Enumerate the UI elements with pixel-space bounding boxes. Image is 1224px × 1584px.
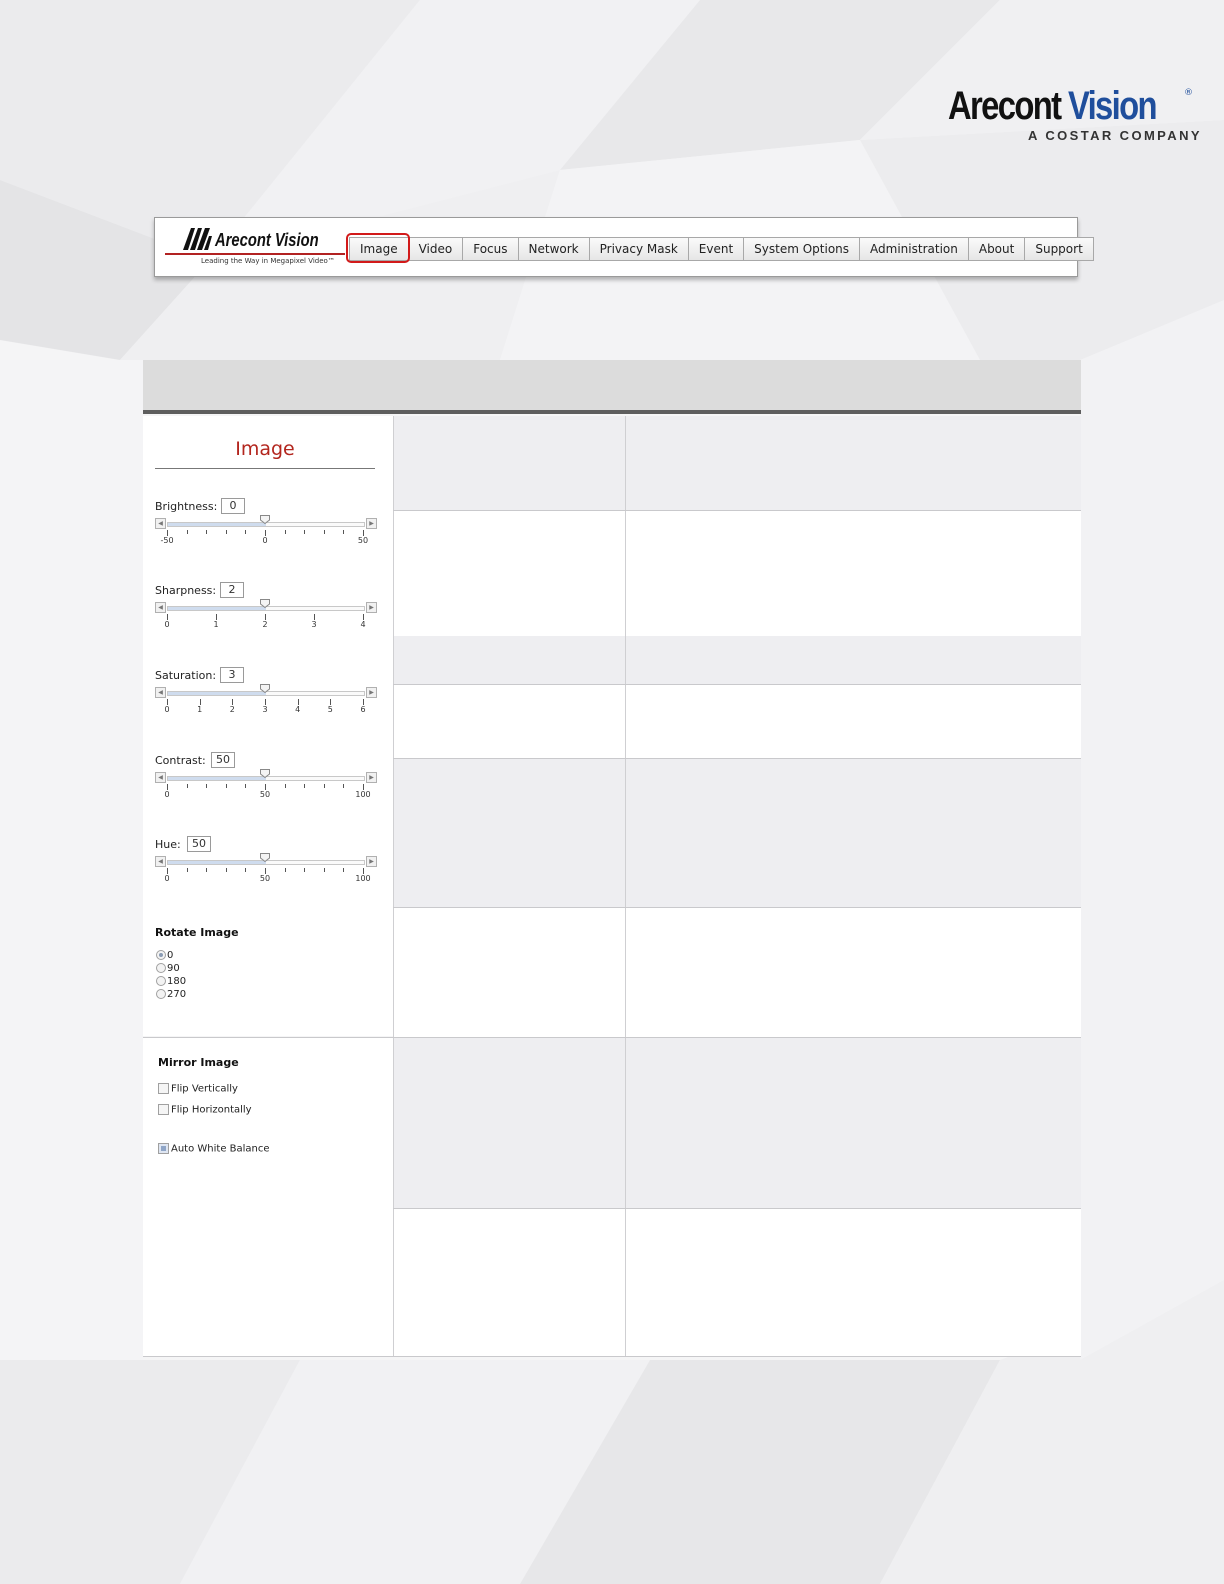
rotate-option-label: 90	[167, 963, 180, 974]
brand-subtitle: A COSTAR COMPANY	[1028, 128, 1202, 143]
slider-tick	[285, 868, 286, 872]
tab-support[interactable]: Support	[1024, 237, 1093, 261]
auto-white-balance-label: Auto White Balance	[171, 1143, 270, 1155]
table-divider	[393, 1208, 1081, 1209]
slider-decrement-icon[interactable]: ◀	[155, 856, 166, 867]
slider-thumb-icon[interactable]	[260, 515, 270, 524]
slider-decrement-icon[interactable]: ◀	[155, 772, 166, 783]
tab-focus[interactable]: Focus	[462, 237, 517, 261]
slider-tick-label: 5	[327, 705, 333, 714]
registered-mark: ®	[1184, 88, 1193, 98]
nav-tabs	[349, 237, 1094, 261]
slider-tick-label: 1	[213, 620, 219, 629]
slider-decrement-icon[interactable]: ◀	[155, 602, 166, 613]
slider-tick-label: 3	[262, 705, 268, 714]
table-row-8-col-3	[625, 1208, 1081, 1356]
table-row-3-col-3	[625, 636, 1081, 684]
slider-fill	[168, 523, 266, 526]
slider-value-input[interactable]: 50	[187, 836, 211, 852]
panel-title-rule	[155, 468, 375, 469]
slider-label: Saturation:	[155, 669, 217, 682]
table-row-5-col-3	[625, 758, 1081, 908]
slider-fill	[168, 692, 266, 695]
table-header	[143, 360, 1081, 410]
slider-fill	[168, 777, 266, 780]
slider-tick-label: 2	[262, 620, 268, 629]
slider-tick	[206, 530, 207, 534]
slider-fill	[168, 607, 266, 610]
slider-tick	[304, 868, 305, 872]
nav-logo-name: Arecont Vision	[215, 230, 319, 250]
active-tab-highlight	[346, 233, 410, 263]
slider-thumb-icon[interactable]	[260, 769, 270, 778]
slider-value-input[interactable]: 2	[220, 582, 244, 598]
table-divider	[393, 416, 394, 1356]
rotate-option-180[interactable]	[156, 976, 186, 988]
nav-logo[interactable]	[165, 224, 343, 270]
slider-tick	[324, 530, 325, 534]
slider-tick-label: 1	[197, 705, 203, 714]
table-row-8-col-2	[393, 1208, 625, 1356]
rotate-option-270[interactable]	[156, 989, 186, 1001]
flip-vertically-label: Flip Vertically	[171, 1083, 238, 1095]
slider-tick-label: 0	[164, 790, 170, 799]
slider-tick-label: -50	[160, 536, 174, 545]
table-row-6-col-3	[625, 908, 1081, 1038]
rotate-option-90[interactable]	[156, 963, 180, 975]
nav-logo-rule	[165, 253, 345, 255]
table-divider	[625, 416, 626, 1356]
slider-tick	[343, 530, 344, 534]
slider-tick-label: 50	[259, 790, 271, 799]
panel-title: Image	[235, 438, 295, 460]
flip-horizontally-checkbox-row[interactable]	[158, 1104, 252, 1116]
slider-tick-label: 4	[295, 705, 301, 714]
slider-thumb-icon[interactable]	[260, 684, 270, 693]
slider-tick-label: 50	[259, 874, 271, 883]
slider-thumb-icon[interactable]	[260, 853, 270, 862]
slider-3	[155, 754, 377, 824]
slider-value-input[interactable]: 0	[221, 498, 245, 514]
arecont-vision-logo	[948, 84, 1202, 148]
radio-button[interactable]	[156, 976, 166, 986]
slider-track[interactable]	[155, 856, 377, 867]
rotate-option-label: 0	[167, 950, 174, 961]
tab-network[interactable]: Network	[518, 237, 589, 261]
arecont-logo-mark-icon	[183, 228, 213, 250]
slider-tick-label: 0	[164, 705, 170, 714]
tab-system-options[interactable]: System Options	[743, 237, 859, 261]
table-header-rule	[143, 410, 1081, 414]
tab-about[interactable]: About	[968, 237, 1024, 261]
slider-tick	[343, 784, 344, 788]
flip-horizontally-checkbox[interactable]	[158, 1104, 169, 1115]
slider-increment-icon[interactable]: ▶	[366, 772, 377, 783]
slider-track[interactable]	[155, 772, 377, 783]
slider-tick	[187, 868, 188, 872]
slider-value-input[interactable]: 3	[220, 667, 244, 683]
table-row-1-col-3	[625, 416, 1081, 510]
slider-label: Contrast:	[155, 754, 206, 767]
table-row-4-col-3	[625, 684, 1081, 758]
slider-tick	[304, 784, 305, 788]
slider-tick	[245, 868, 246, 872]
table-row-6-col-2	[393, 908, 625, 1038]
nav-logo-tagline: Leading the Way in Megapixel Video™	[201, 257, 335, 265]
slider-tick-label: 0	[262, 536, 268, 545]
tab-image[interactable]: Image	[349, 237, 408, 261]
table-divider	[143, 1037, 1081, 1038]
slider-decrement-icon[interactable]: ◀	[155, 518, 166, 529]
tab-administration[interactable]: Administration	[859, 237, 968, 261]
table-row-7-col-2	[393, 1038, 625, 1208]
rotate-option-label: 180	[167, 976, 187, 987]
table-row-1-col-2	[393, 416, 625, 510]
mirror-image-title: Mirror Image	[158, 1056, 239, 1069]
slider-tick-label: 100	[355, 790, 371, 799]
tab-privacy-mask[interactable]: Privacy Mask	[589, 237, 688, 261]
tab-video[interactable]: Video	[408, 237, 463, 261]
slider-tick	[226, 868, 227, 872]
rotate-option-0[interactable]	[156, 950, 173, 962]
slider-tick	[304, 530, 305, 534]
slider-thumb-icon[interactable]	[260, 599, 270, 608]
rotate-option-label: 270	[167, 989, 187, 1000]
slider-tick	[245, 784, 246, 788]
slider-1	[155, 584, 377, 654]
slider-label: Sharpness:	[155, 584, 217, 597]
flip-horizontally-label: Flip Horizontally	[171, 1104, 252, 1116]
brand-name-part2: Vision	[1067, 84, 1156, 128]
slider-tick-label: 100	[355, 874, 371, 883]
table-row-5-col-2	[393, 758, 625, 908]
slider-tick-label: 2	[229, 705, 235, 714]
slider-tick	[343, 868, 344, 872]
table-row-3-col-2	[393, 636, 625, 684]
table-row-7-col-3	[625, 1038, 1081, 1208]
table-row-4-col-2	[393, 684, 625, 758]
slider-tick	[324, 868, 325, 872]
slider-tick	[245, 530, 246, 534]
slider-tick	[206, 784, 207, 788]
radio-button[interactable]	[156, 950, 166, 960]
slider-tick-label: 0	[164, 874, 170, 883]
slider-increment-icon[interactable]: ▶	[366, 856, 377, 867]
auto-white-balance-checkbox[interactable]	[158, 1143, 169, 1154]
table-divider	[393, 510, 1081, 511]
brand-name-part1: Arecont	[948, 84, 1061, 128]
table-divider	[143, 1356, 1081, 1357]
slider-tick-label: 0	[164, 620, 170, 629]
radio-button[interactable]	[156, 963, 166, 973]
slider-fill	[168, 861, 266, 864]
table-row-2-col-2	[393, 510, 625, 636]
slider-tick	[324, 784, 325, 788]
table-divider	[393, 907, 1081, 908]
slider-tick	[285, 784, 286, 788]
table-divider	[393, 758, 1081, 759]
flip-vertically-checkbox-row[interactable]	[158, 1083, 238, 1095]
camera-nav-bar	[154, 217, 1083, 277]
slider-tick	[285, 530, 286, 534]
slider-tick	[226, 530, 227, 534]
slider-increment-icon[interactable]: ▶	[366, 602, 377, 613]
slider-tick	[226, 784, 227, 788]
slider-2	[155, 669, 377, 739]
auto-white-balance-checkbox-row[interactable]	[158, 1143, 270, 1155]
slider-track[interactable]	[155, 518, 377, 529]
slider-tick-label: 6	[360, 705, 366, 714]
slider-value-input[interactable]: 50	[211, 752, 235, 768]
slider-tick	[187, 530, 188, 534]
slider-decrement-icon[interactable]: ◀	[155, 687, 166, 698]
slider-label: Brightness:	[155, 500, 218, 513]
slider-increment-icon[interactable]: ▶	[366, 518, 377, 529]
table-divider	[393, 684, 1081, 685]
slider-track[interactable]	[155, 687, 377, 698]
slider-4	[155, 838, 377, 908]
mirror-settings-panel	[143, 1038, 393, 1356]
slider-increment-icon[interactable]: ▶	[366, 687, 377, 698]
slider-tick-label: 3	[311, 620, 317, 629]
slider-tick	[206, 868, 207, 872]
slider-tick-label: 4	[360, 620, 366, 629]
slider-tick	[187, 784, 188, 788]
flip-vertically-checkbox[interactable]	[158, 1083, 169, 1094]
tab-event[interactable]: Event	[688, 237, 743, 261]
slider-label: Hue:	[155, 838, 181, 851]
rotate-image-title: Rotate Image	[155, 926, 239, 939]
image-settings-panel	[143, 416, 393, 1036]
table-row-2-col-3	[625, 510, 1081, 636]
radio-button[interactable]	[156, 989, 166, 999]
slider-track[interactable]	[155, 602, 377, 613]
slider-tick-label: 50	[357, 536, 369, 545]
slider-0	[155, 500, 377, 570]
